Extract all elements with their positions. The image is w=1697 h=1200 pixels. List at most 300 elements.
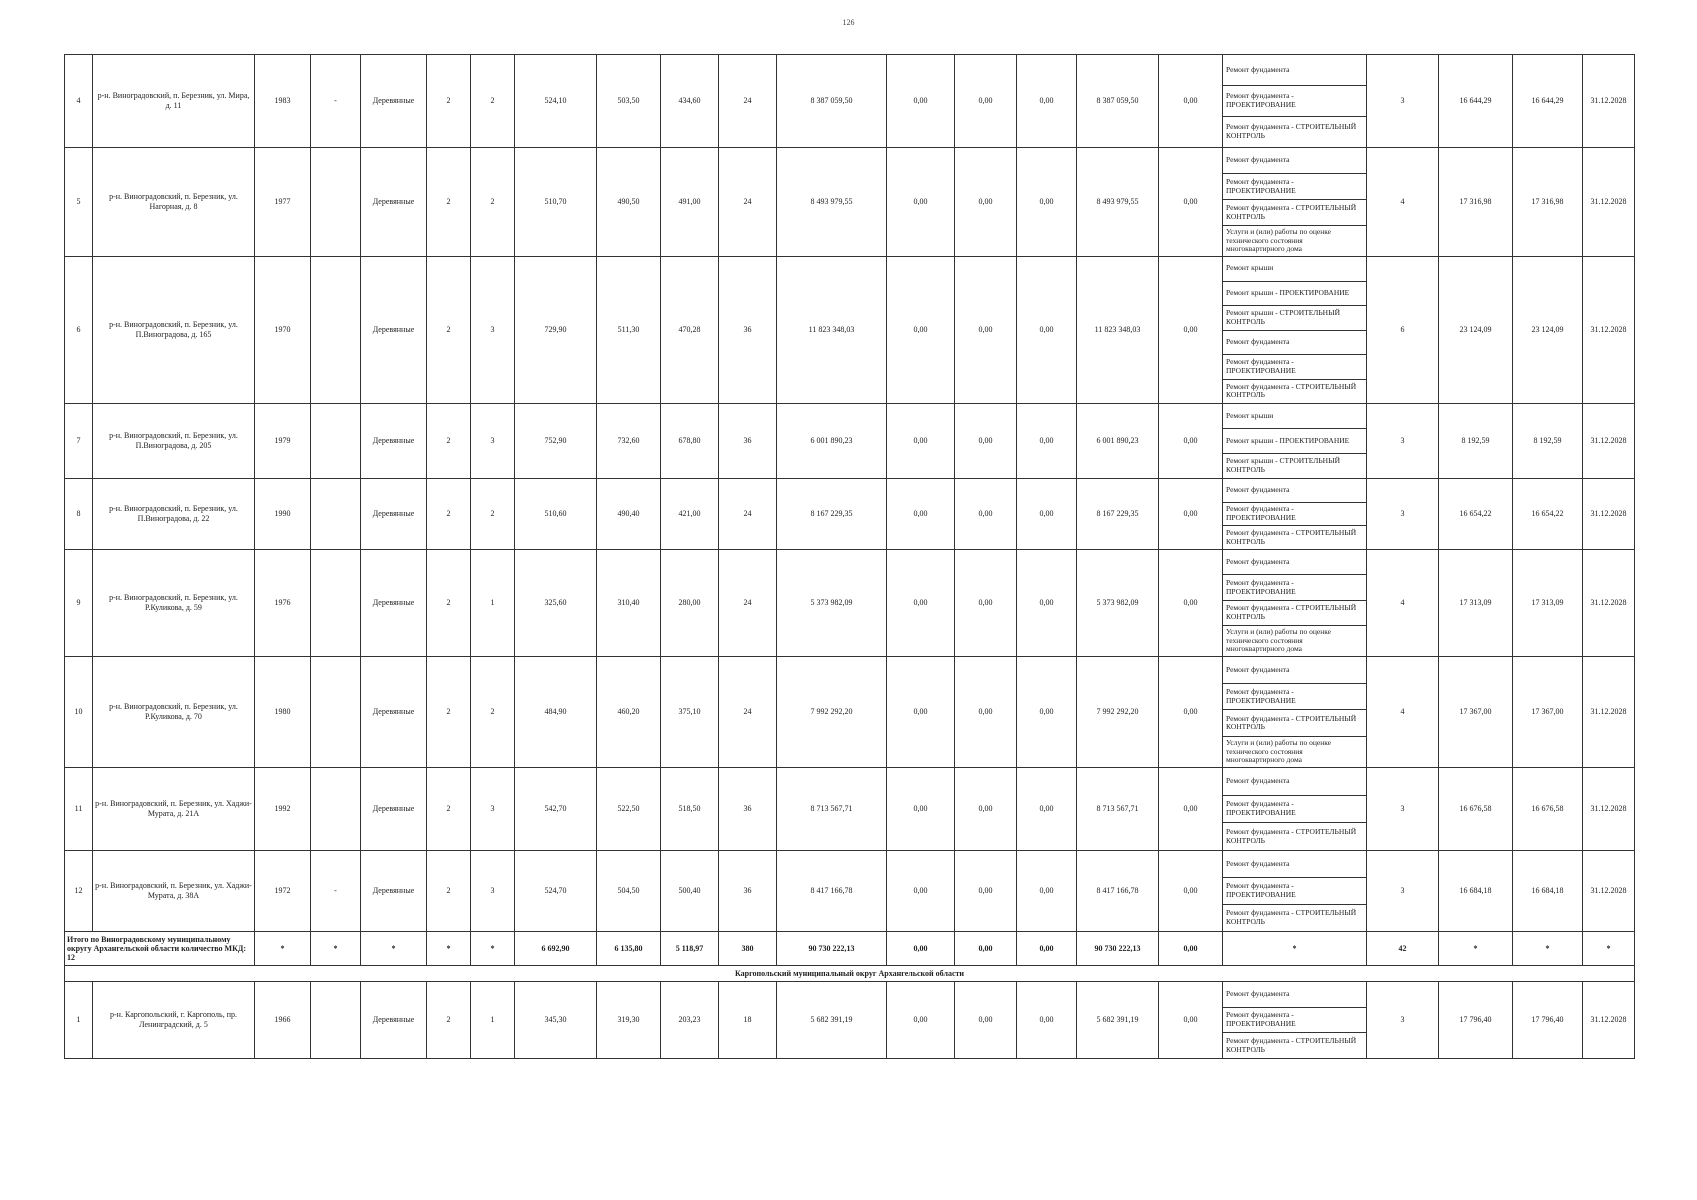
- cell-f4: 5 682 391,19: [1077, 982, 1159, 1059]
- cell-f4: 5 373 982,09: [1077, 550, 1159, 657]
- cell-works: [1223, 550, 1367, 657]
- cell-f4: 8 417 166,78: [1077, 851, 1159, 932]
- cell-c2: [311, 657, 361, 768]
- table-body: [65, 55, 1635, 1059]
- cell-f1: 0,00: [887, 404, 955, 479]
- cell-s1: 510,60: [515, 479, 597, 550]
- cell-n: 7: [65, 404, 93, 479]
- cell-works: [1223, 657, 1367, 768]
- total-row: [65, 932, 1635, 966]
- cell-f1: 0,00: [887, 851, 955, 932]
- table-row: [65, 55, 1635, 148]
- cell-address: р-н. Каргопольский, г. Каргополь, пр. Ленинградский, д. 5: [93, 982, 255, 1059]
- total-f2: 0,00: [955, 932, 1017, 966]
- cell-address: р-н. Виноградовский, п. Березник, ул. П.Виноградова, д. 22: [93, 479, 255, 550]
- cell-address: р-н. Виноградовский, п. Березник, ул. Мира, д. 11: [93, 55, 255, 148]
- table-row: [65, 257, 1635, 404]
- cell-c2: [311, 404, 361, 479]
- cell-s1: 729,90: [515, 257, 597, 404]
- work-item: Ремонт фундамента - ПРОЕКТИРОВАНИЕ: [1223, 684, 1366, 711]
- work-item: Ремонт крыши: [1223, 404, 1366, 429]
- works-list: [1223, 404, 1366, 478]
- cell-u1: 8 192,59: [1439, 404, 1513, 479]
- cell-date: 31.12.2028: [1583, 851, 1635, 932]
- cell-date: 31.12.2028: [1583, 404, 1635, 479]
- total-f5: 0,00: [1159, 932, 1223, 966]
- cell-works: [1223, 479, 1367, 550]
- cell-date: 31.12.2028: [1583, 657, 1635, 768]
- cell-f1: 0,00: [887, 479, 955, 550]
- cell-cost: 8 713 567,71: [777, 768, 887, 851]
- cell-f3: 0,00: [1017, 768, 1077, 851]
- cell-s3: 491,00: [661, 148, 719, 257]
- cell-c2: [311, 982, 361, 1059]
- cell-cost: 5 682 391,19: [777, 982, 887, 1059]
- cell-entrances: 1: [471, 982, 515, 1059]
- cell-material: Деревянные: [361, 550, 427, 657]
- cell-star: *: [1513, 932, 1583, 966]
- table-row: [65, 148, 1635, 257]
- cell-year: 1976: [255, 550, 311, 657]
- work-item: Услуги и (или) работы по оценке технического состояния многоквартирного дома: [1226, 227, 1331, 254]
- cell-u2: 16 676,58: [1513, 768, 1583, 851]
- cell-c2: [311, 768, 361, 851]
- cell-s2: 490,40: [597, 479, 661, 550]
- cell-u1: 16 644,29: [1439, 55, 1513, 148]
- work-item: Услуги и (или) работы по оценке технического состояния многоквартирного дома: [1226, 738, 1331, 765]
- work-item: Ремонт фундамента - ПРОЕКТИРОВАНИЕ: [1223, 174, 1366, 200]
- cell-year: 1977: [255, 148, 311, 257]
- cell-s2: 511,30: [597, 257, 661, 404]
- total-s2: 6 135,80: [597, 932, 661, 966]
- cell-floors: 2: [427, 768, 471, 851]
- cell-date: 31.12.2028: [1583, 55, 1635, 148]
- work-item: Ремонт фундамента: [1223, 148, 1366, 174]
- cell-entrances: 3: [471, 257, 515, 404]
- work-item: Ремонт крыши - СТРОИТЕЛЬНЫЙ КОНТРОЛЬ: [1226, 456, 1341, 474]
- cell-address: р-н. Виноградовский, п. Березник, ул. Хаджи-Мурата, д. 21А: [93, 768, 255, 851]
- cell-f5: 0,00: [1159, 851, 1223, 932]
- total-residents: 380: [719, 932, 777, 966]
- cell-s3: 203,23: [661, 982, 719, 1059]
- cell-u2: 17 313,09: [1513, 550, 1583, 657]
- cell-residents: 18: [719, 982, 777, 1059]
- cell-material: Деревянные: [361, 657, 427, 768]
- cell-s2: 504,50: [597, 851, 661, 932]
- cell-wc: 4: [1367, 148, 1439, 257]
- cell-wc: 3: [1367, 982, 1439, 1059]
- cell-u1: 23 124,09: [1439, 257, 1513, 404]
- work-item: Ремонт фундамента: [1223, 331, 1366, 356]
- cell-star: *: [255, 932, 311, 966]
- cell-s3: 434,60: [661, 55, 719, 148]
- total-wc: 42: [1367, 932, 1439, 966]
- works-list: [1223, 851, 1366, 931]
- cell-cost: 11 823 348,03: [777, 257, 887, 404]
- cell-s1: 325,60: [515, 550, 597, 657]
- cell-cost: 5 373 982,09: [777, 550, 887, 657]
- cell-cost: 8 417 166,78: [777, 851, 887, 932]
- cell-c2: [311, 257, 361, 404]
- cell-u1: 16 676,58: [1439, 768, 1513, 851]
- work-item: Услуги и (или) работы по оценке технического состояния многоквартирного дома: [1226, 627, 1331, 654]
- work-item: Ремонт крыши: [1223, 257, 1366, 282]
- cell-s2: 460,20: [597, 657, 661, 768]
- work-item: Ремонт крыши - ПРОЕКТИРОВАНИЕ: [1223, 282, 1366, 307]
- cell-c2: [311, 148, 361, 257]
- cell-cost: 6 001 890,23: [777, 404, 887, 479]
- cell-f4: 8 167 229,35: [1077, 479, 1159, 550]
- cell-wc: 4: [1367, 657, 1439, 768]
- cell-star: *: [427, 932, 471, 966]
- cell-n: 5: [65, 148, 93, 257]
- cell-works: [1223, 55, 1367, 148]
- cell-u2: 17 796,40: [1513, 982, 1583, 1059]
- cell-residents: 24: [719, 550, 777, 657]
- cell-f3: 0,00: [1017, 479, 1077, 550]
- table-row: [65, 768, 1635, 851]
- cell-floors: 2: [427, 404, 471, 479]
- cell-floors: 2: [427, 982, 471, 1059]
- cell-f4: 6 001 890,23: [1077, 404, 1159, 479]
- cell-f2: 0,00: [955, 768, 1017, 851]
- cell-f2: 0,00: [955, 148, 1017, 257]
- table-row: [65, 479, 1635, 550]
- work-item: Ремонт фундамента - ПРОЕКТИРОВАНИЕ: [1223, 796, 1366, 824]
- works-list: [1223, 257, 1366, 403]
- cell-works: [1223, 851, 1367, 932]
- cell-f2: 0,00: [955, 550, 1017, 657]
- cell-n: 9: [65, 550, 93, 657]
- cell-date: 31.12.2028: [1583, 768, 1635, 851]
- cell-material: Деревянные: [361, 148, 427, 257]
- total-label: Итого по Виноградовскому муниципальному округу Архангельской области количество МКД: 12: [65, 932, 255, 966]
- work-item: Ремонт фундамента - ПРОЕКТИРОВАНИЕ: [1223, 1008, 1366, 1034]
- work-item: Ремонт фундамента: [1223, 982, 1366, 1008]
- work-item: Ремонт фундамента - СТРОИТЕЛЬНЫЙ КОНТРОЛЬ: [1223, 601, 1366, 626]
- cell-u2: 16 644,29: [1513, 55, 1583, 148]
- cell-f5: 0,00: [1159, 479, 1223, 550]
- cell-f4: 7 992 292,20: [1077, 657, 1159, 768]
- work-item: Ремонт фундамента - СТРОИТЕЛЬНЫЙ КОНТРОЛЬ: [1226, 827, 1357, 845]
- cell-entrances: 3: [471, 768, 515, 851]
- works-list: [1223, 479, 1366, 549]
- cell-u1: 17 367,00: [1439, 657, 1513, 768]
- cell-entrances: 3: [471, 851, 515, 932]
- total-s3: 5 118,97: [661, 932, 719, 966]
- cell-floors: 2: [427, 479, 471, 550]
- cell-floors: 2: [427, 657, 471, 768]
- work-item: Ремонт фундамента - СТРОИТЕЛЬНЫЙ КОНТРОЛЬ: [1223, 710, 1366, 737]
- cell-u2: 16 684,18: [1513, 851, 1583, 932]
- cell-s1: 510,70: [515, 148, 597, 257]
- cell-f4: 8 387 059,50: [1077, 55, 1159, 148]
- cell-residents: 24: [719, 479, 777, 550]
- work-item: Ремонт фундамента - СТРОИТЕЛЬНЫЙ КОНТРОЛЬ: [1226, 908, 1357, 926]
- cell-star: *: [1223, 932, 1367, 966]
- work-item: Ремонт фундамента - ПРОЕКТИРОВАНИЕ: [1223, 503, 1366, 527]
- cell-f2: 0,00: [955, 657, 1017, 768]
- cell-year: 1980: [255, 657, 311, 768]
- cell-f4: 11 823 348,03: [1077, 257, 1159, 404]
- cell-f3: 0,00: [1017, 851, 1077, 932]
- cell-f1: 0,00: [887, 657, 955, 768]
- cell-address: р-н. Виноградовский, п. Березник, ул. П.Виноградова, д. 165: [93, 257, 255, 404]
- cell-s2: 319,30: [597, 982, 661, 1059]
- work-item: Ремонт фундамента - СТРОИТЕЛЬНЫЙ КОНТРОЛЬ: [1226, 528, 1357, 546]
- cell-wc: 3: [1367, 55, 1439, 148]
- cell-f5: 0,00: [1159, 148, 1223, 257]
- cell-u1: 16 684,18: [1439, 851, 1513, 932]
- cell-c2: [311, 550, 361, 657]
- work-item: Ремонт фундамента - СТРОИТЕЛЬНЫЙ КОНТРОЛЬ: [1226, 122, 1357, 140]
- cell-s1: 484,90: [515, 657, 597, 768]
- cell-u1: 16 654,22: [1439, 479, 1513, 550]
- cell-cost: 7 992 292,20: [777, 657, 887, 768]
- cell-u2: 23 124,09: [1513, 257, 1583, 404]
- cell-u2: 17 316,98: [1513, 148, 1583, 257]
- cell-s1: 524,10: [515, 55, 597, 148]
- cell-star: *: [311, 932, 361, 966]
- cell-year: 1966: [255, 982, 311, 1059]
- cell-f3: 0,00: [1017, 982, 1077, 1059]
- work-item: Ремонт фундамента: [1223, 657, 1366, 684]
- works-list: [1223, 55, 1366, 147]
- work-item: Ремонт крыши - ПРОЕКТИРОВАНИЕ: [1223, 429, 1366, 454]
- cell-residents: 36: [719, 257, 777, 404]
- cell-residents: 24: [719, 657, 777, 768]
- cell-c2: -: [311, 55, 361, 148]
- cell-material: Деревянные: [361, 257, 427, 404]
- cell-u2: 8 192,59: [1513, 404, 1583, 479]
- cell-residents: 24: [719, 148, 777, 257]
- cell-s3: 678,80: [661, 404, 719, 479]
- cell-f5: 0,00: [1159, 982, 1223, 1059]
- cell-date: 31.12.2028: [1583, 148, 1635, 257]
- cell-star: *: [361, 932, 427, 966]
- cell-wc: 4: [1367, 550, 1439, 657]
- cell-f2: 0,00: [955, 479, 1017, 550]
- works-list: [1223, 768, 1366, 850]
- cell-material: Деревянные: [361, 404, 427, 479]
- cell-n: 10: [65, 657, 93, 768]
- cell-star: *: [1583, 932, 1635, 966]
- work-item: Ремонт фундамента: [1223, 851, 1366, 878]
- cell-residents: 36: [719, 768, 777, 851]
- page-number: 126: [842, 18, 855, 27]
- cell-works: [1223, 148, 1367, 257]
- cell-f3: 0,00: [1017, 148, 1077, 257]
- cell-entrances: 3: [471, 404, 515, 479]
- cell-f1: 0,00: [887, 148, 955, 257]
- cell-s3: 500,40: [661, 851, 719, 932]
- cell-address: р-н. Виноградовский, п. Березник, ул. Нагорная, д. 8: [93, 148, 255, 257]
- section-row: [65, 966, 1635, 982]
- cell-s1: 542,70: [515, 768, 597, 851]
- table-row: [65, 851, 1635, 932]
- works-list: [1223, 982, 1366, 1058]
- cell-u1: 17 316,98: [1439, 148, 1513, 257]
- cell-s3: 470,28: [661, 257, 719, 404]
- cell-f5: 0,00: [1159, 550, 1223, 657]
- cell-material: Деревянные: [361, 851, 427, 932]
- work-item: Ремонт фундамента - ПРОЕКТИРОВАНИЕ: [1223, 878, 1366, 905]
- work-item: Ремонт фундамента - ПРОЕКТИРОВАНИЕ: [1223, 575, 1366, 600]
- cell-f2: 0,00: [955, 851, 1017, 932]
- cell-floors: 2: [427, 55, 471, 148]
- table-row: [65, 982, 1635, 1059]
- cell-f2: 0,00: [955, 982, 1017, 1059]
- cell-f5: 0,00: [1159, 768, 1223, 851]
- cell-u2: 17 367,00: [1513, 657, 1583, 768]
- cell-works: [1223, 257, 1367, 404]
- cell-s3: 518,50: [661, 768, 719, 851]
- work-item: Ремонт фундамента - СТРОИТЕЛЬНЫЙ КОНТРОЛЬ: [1223, 200, 1366, 226]
- cell-s2: 522,50: [597, 768, 661, 851]
- work-item: Ремонт фундамента - ПРОЕКТИРОВАНИЕ: [1223, 355, 1366, 380]
- cell-address: р-н. Виноградовский, п. Березник, ул. Р.Куликова, д. 59: [93, 550, 255, 657]
- cell-cost: 8 493 979,55: [777, 148, 887, 257]
- section-title: Каргопольский муниципальный округ Архангельской области: [65, 966, 1635, 982]
- work-item: Ремонт фундамента - ПРОЕКТИРОВАНИЕ: [1223, 86, 1366, 117]
- cell-s3: 375,10: [661, 657, 719, 768]
- cell-u1: 17 313,09: [1439, 550, 1513, 657]
- cell-material: Деревянные: [361, 55, 427, 148]
- cell-material: Деревянные: [361, 479, 427, 550]
- cell-date: 31.12.2028: [1583, 257, 1635, 404]
- work-item: Ремонт фундамента - СТРОИТЕЛЬНЫЙ КОНТРОЛЬ: [1226, 1036, 1357, 1054]
- work-item: Ремонт фундамента: [1223, 550, 1366, 575]
- cell-f5: 0,00: [1159, 657, 1223, 768]
- cell-f4: 8 713 567,71: [1077, 768, 1159, 851]
- cell-year: 1992: [255, 768, 311, 851]
- cell-f2: 0,00: [955, 257, 1017, 404]
- cell-f3: 0,00: [1017, 55, 1077, 148]
- cell-address: р-н. Виноградовский, п. Березник, ул. П.Виноградова, д. 205: [93, 404, 255, 479]
- cell-c2: [311, 479, 361, 550]
- cell-year: 1983: [255, 55, 311, 148]
- cell-n: 1: [65, 982, 93, 1059]
- cell-n: 12: [65, 851, 93, 932]
- cell-n: 6: [65, 257, 93, 404]
- cell-works: [1223, 768, 1367, 851]
- cell-s3: 421,00: [661, 479, 719, 550]
- cell-f4: 8 493 979,55: [1077, 148, 1159, 257]
- cell-residents: 36: [719, 851, 777, 932]
- cell-f1: 0,00: [887, 55, 955, 148]
- cell-f1: 0,00: [887, 550, 955, 657]
- table-row: [65, 657, 1635, 768]
- cell-n: 11: [65, 768, 93, 851]
- cell-floors: 2: [427, 851, 471, 932]
- table-row: [65, 404, 1635, 479]
- cell-s1: 345,30: [515, 982, 597, 1059]
- cell-s1: 752,90: [515, 404, 597, 479]
- cell-entrances: 2: [471, 55, 515, 148]
- cell-f1: 0,00: [887, 257, 955, 404]
- cell-f5: 0,00: [1159, 404, 1223, 479]
- cell-entrances: 2: [471, 657, 515, 768]
- cell-s2: 490,50: [597, 148, 661, 257]
- cell-year: 1990: [255, 479, 311, 550]
- cell-u2: 16 654,22: [1513, 479, 1583, 550]
- total-cost: 90 730 222,13: [777, 932, 887, 966]
- cell-f3: 0,00: [1017, 404, 1077, 479]
- cell-n: 8: [65, 479, 93, 550]
- cell-f3: 0,00: [1017, 657, 1077, 768]
- cell-year: 1979: [255, 404, 311, 479]
- cell-star: *: [1439, 932, 1513, 966]
- cell-floors: 2: [427, 257, 471, 404]
- total-s1: 6 692,90: [515, 932, 597, 966]
- work-item: Ремонт фундамента - СТРОИТЕЛЬНЫЙ КОНТРОЛЬ: [1226, 381, 1357, 400]
- cell-wc: 3: [1367, 768, 1439, 851]
- cell-year: 1972: [255, 851, 311, 932]
- cell-f5: 0,00: [1159, 55, 1223, 148]
- work-item: Ремонт фундамента: [1223, 479, 1366, 503]
- cell-f1: 0,00: [887, 982, 955, 1059]
- cell-material: Деревянные: [361, 982, 427, 1059]
- table-row: [65, 550, 1635, 657]
- work-item: Ремонт крыши - СТРОИТЕЛЬНЫЙ КОНТРОЛЬ: [1223, 306, 1366, 331]
- cell-s2: 732,60: [597, 404, 661, 479]
- cell-entrances: 2: [471, 479, 515, 550]
- cell-cost: 8 387 059,50: [777, 55, 887, 148]
- cell-date: 31.12.2028: [1583, 479, 1635, 550]
- cell-f2: 0,00: [955, 55, 1017, 148]
- cell-c2: -: [311, 851, 361, 932]
- cell-star: *: [471, 932, 515, 966]
- cell-residents: 36: [719, 404, 777, 479]
- cell-date: 31.12.2028: [1583, 550, 1635, 657]
- cell-wc: 3: [1367, 479, 1439, 550]
- works-list: [1223, 550, 1366, 656]
- cell-address: р-н. Виноградовский, п. Березник, ул. Хаджи-Мурата, д. 38А: [93, 851, 255, 932]
- cell-cost: 8 167 229,35: [777, 479, 887, 550]
- cell-u1: 17 796,40: [1439, 982, 1513, 1059]
- cell-s1: 524,70: [515, 851, 597, 932]
- cell-s3: 280,00: [661, 550, 719, 657]
- work-item: Ремонт фундамента: [1223, 55, 1366, 86]
- cell-entrances: 2: [471, 148, 515, 257]
- work-item: Ремонт фундамента: [1223, 768, 1366, 796]
- cell-address: р-н. Виноградовский, п. Березник, ул. Р.Куликова, д. 70: [93, 657, 255, 768]
- cell-wc: 3: [1367, 404, 1439, 479]
- total-f1: 0,00: [887, 932, 955, 966]
- cell-f3: 0,00: [1017, 257, 1077, 404]
- cell-s2: 310,40: [597, 550, 661, 657]
- cell-floors: 2: [427, 148, 471, 257]
- cell-works: [1223, 404, 1367, 479]
- total-f3: 0,00: [1017, 932, 1077, 966]
- cell-f1: 0,00: [887, 768, 955, 851]
- works-list: [1223, 657, 1366, 767]
- capital-repair-table: [64, 54, 1635, 1059]
- cell-f3: 0,00: [1017, 550, 1077, 657]
- cell-year: 1970: [255, 257, 311, 404]
- cell-f2: 0,00: [955, 404, 1017, 479]
- works-list: [1223, 148, 1366, 256]
- total-f4: 90 730 222,13: [1077, 932, 1159, 966]
- cell-material: Деревянные: [361, 768, 427, 851]
- cell-s2: 503,50: [597, 55, 661, 148]
- cell-wc: 3: [1367, 851, 1439, 932]
- cell-wc: 6: [1367, 257, 1439, 404]
- cell-entrances: 1: [471, 550, 515, 657]
- cell-works: [1223, 982, 1367, 1059]
- cell-floors: 2: [427, 550, 471, 657]
- cell-f5: 0,00: [1159, 257, 1223, 404]
